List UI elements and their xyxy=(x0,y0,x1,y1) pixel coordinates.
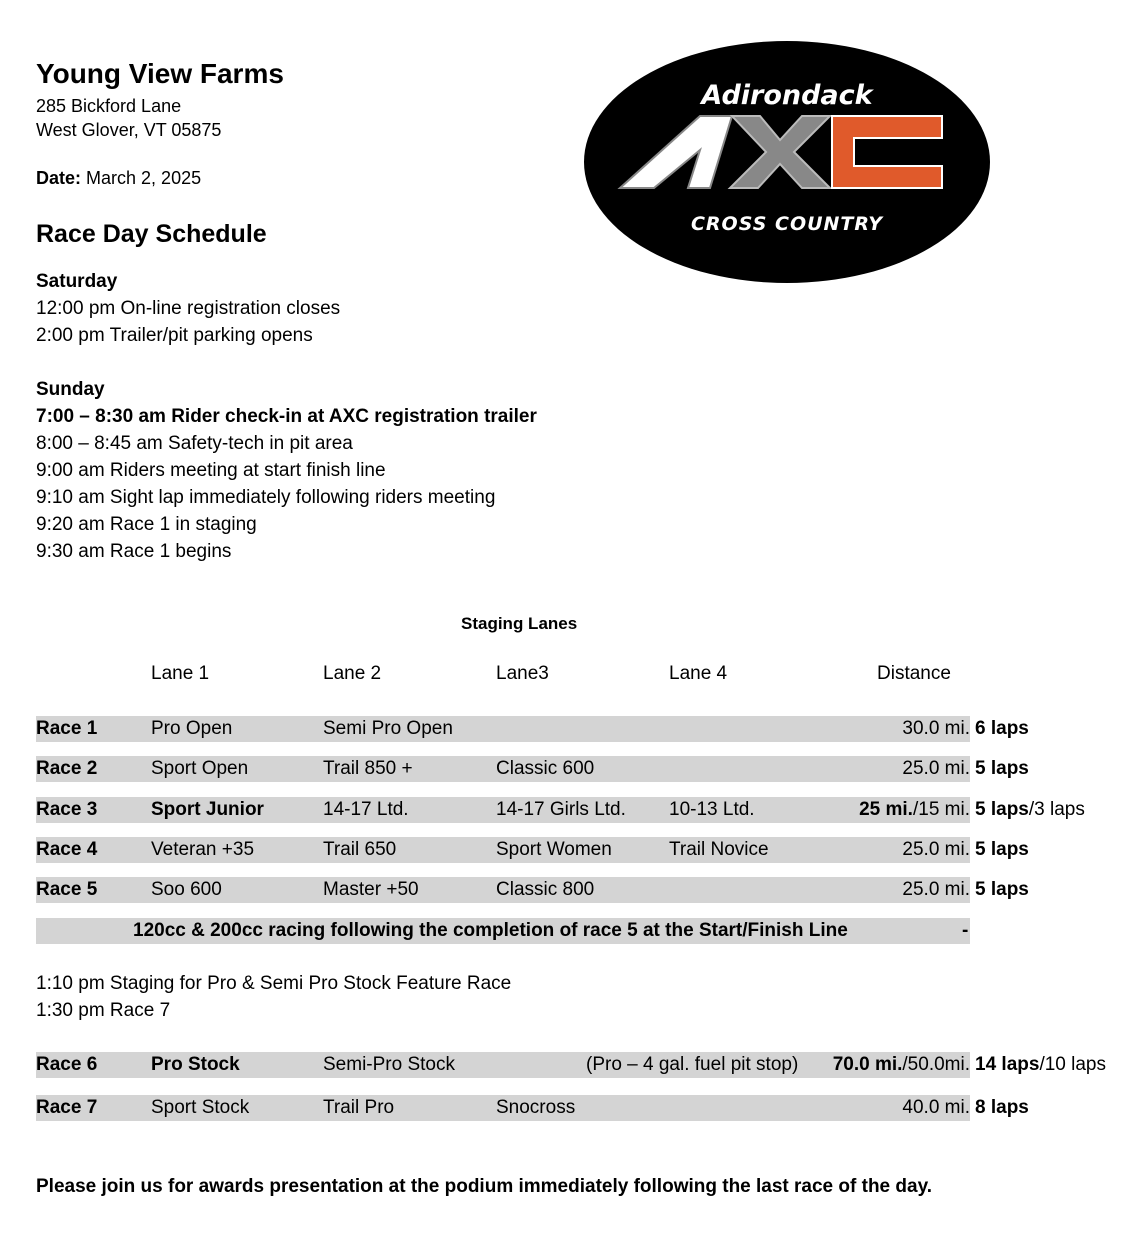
race-label: Race 5 xyxy=(36,879,98,900)
laps-cell: 5 laps xyxy=(975,758,1029,779)
distance-cell: 40.0 mi. xyxy=(902,1097,970,1118)
laps-cell: 5 laps xyxy=(975,839,1029,860)
distance-cell: 25.0 mi. xyxy=(902,839,970,860)
distance-cell: 25.0 mi. xyxy=(902,879,970,900)
lane3-cell: Snocross xyxy=(496,1097,576,1118)
lane2-cell: Trail Pro xyxy=(323,1097,395,1118)
sunday-item: 9:30 am Race 1 begins xyxy=(36,541,232,562)
logo-bottom-text: CROSS COUNTRY xyxy=(690,213,884,235)
sunday-heading: Sunday xyxy=(36,379,105,400)
col-distance: Distance xyxy=(877,663,951,684)
col-lane-2: Lane 2 xyxy=(323,663,382,684)
lane2-cell: 14-17 Ltd. xyxy=(323,799,409,820)
lane2-cell: Trail 850 + xyxy=(323,758,413,779)
sunday-item: 7:00 – 8:30 am Rider check-in at AXC registration trailer xyxy=(36,406,537,427)
afternoon-item: 1:30 pm Race 7 xyxy=(36,1000,171,1021)
sunday-item: 9:10 am Sight lap immediately following riders meeting xyxy=(36,487,496,508)
race-label: Race 2 xyxy=(36,758,98,779)
saturday-item: 12:00 pm On-line registration closes xyxy=(36,298,341,319)
saturday-item: 2:00 pm Trailer/pit parking opens xyxy=(36,325,313,346)
sunday-item: 8:00 – 8:45 am Safety-tech in pit area xyxy=(36,433,353,454)
laps-cell: 5 laps xyxy=(975,879,1029,900)
lane1-cell: Soo 600 xyxy=(151,879,222,900)
race-label: Race 1 xyxy=(36,718,98,739)
lane1-cell: Sport Stock xyxy=(151,1097,250,1118)
distance-cell: 70.0 mi./50.0mi. xyxy=(832,1054,970,1075)
lane1-cell: Sport Junior xyxy=(151,799,264,820)
race-label: Race 6 xyxy=(36,1054,98,1075)
race-label: Race 3 xyxy=(36,799,98,820)
note-dash: - xyxy=(962,920,969,941)
date-value: March 2, 2025 xyxy=(86,168,202,188)
lane4-cell: Trail Novice xyxy=(669,839,769,860)
address-line-2: West Glover, VT 05875 xyxy=(36,120,222,140)
laps-cell: 14 laps/10 laps xyxy=(975,1054,1106,1075)
col-lane-1: Lane 1 xyxy=(151,663,210,684)
laps-cell: 8 laps xyxy=(975,1097,1029,1118)
lane4-cell: 10-13 Ltd. xyxy=(669,799,755,820)
laps-cell: 6 laps xyxy=(975,718,1029,739)
lane2-cell: Master +50 xyxy=(323,879,419,900)
event-date xyxy=(36,168,201,189)
race-label: Race 7 xyxy=(36,1097,98,1118)
awards-note: Please join us for awards presentation at the podium immediately following the last race of the day. xyxy=(36,1176,933,1197)
fuel-stop-note: (Pro – 4 gal. fuel pit stop) xyxy=(586,1054,799,1075)
address-line-1: 285 Bickford Lane xyxy=(36,96,182,116)
sunday-item: 9:20 am Race 1 in staging xyxy=(36,514,257,535)
lane1-cell: Pro Open xyxy=(151,718,233,739)
staging-lanes-title: Staging Lanes xyxy=(461,614,578,633)
distance-cell: 25.0 mi. xyxy=(902,758,970,779)
col-lane-4: Lane 4 xyxy=(669,663,728,684)
lane3-cell: Sport Women xyxy=(496,839,612,860)
lane3-cell: Classic 800 xyxy=(496,879,595,900)
lane2-cell: Trail 650 xyxy=(323,839,397,860)
lane3-cell: 14-17 Girls Ltd. xyxy=(496,799,626,820)
col-lane-3: Lane3 xyxy=(496,663,549,684)
sunday-item: 9:00 am Riders meeting at start finish line xyxy=(36,460,386,481)
lane2-cell: Semi Pro Open xyxy=(323,718,453,739)
distance-cell: 25 mi./15 mi. xyxy=(859,799,970,820)
lane3-cell: Classic 600 xyxy=(496,758,595,779)
saturday-heading: Saturday xyxy=(36,271,118,292)
schedule-title: Race Day Schedule xyxy=(36,220,267,248)
afternoon-item: 1:10 pm Staging for Pro & Semi Pro Stock Feature Race xyxy=(36,973,512,994)
adirondack-axc-logo xyxy=(582,40,992,285)
date-label: Date: xyxy=(36,168,82,188)
race-label: Race 4 xyxy=(36,839,98,860)
lane1-cell: Sport Open xyxy=(151,758,249,779)
logo-top-text: Adirondack xyxy=(701,80,873,111)
laps-cell: 5 laps/3 laps xyxy=(975,799,1085,820)
lane1-cell: Veteran +35 xyxy=(151,839,255,860)
venue-name: Young View Farms xyxy=(36,58,284,89)
lane2-cell: Semi-Pro Stock xyxy=(323,1054,455,1075)
lane1-cell: Pro Stock xyxy=(151,1054,240,1075)
distance-cell: 30.0 mi. xyxy=(902,718,970,739)
mini-racing-note: 120cc & 200cc racing following the completion of race 5 at the Start/Finish Line xyxy=(133,920,848,941)
